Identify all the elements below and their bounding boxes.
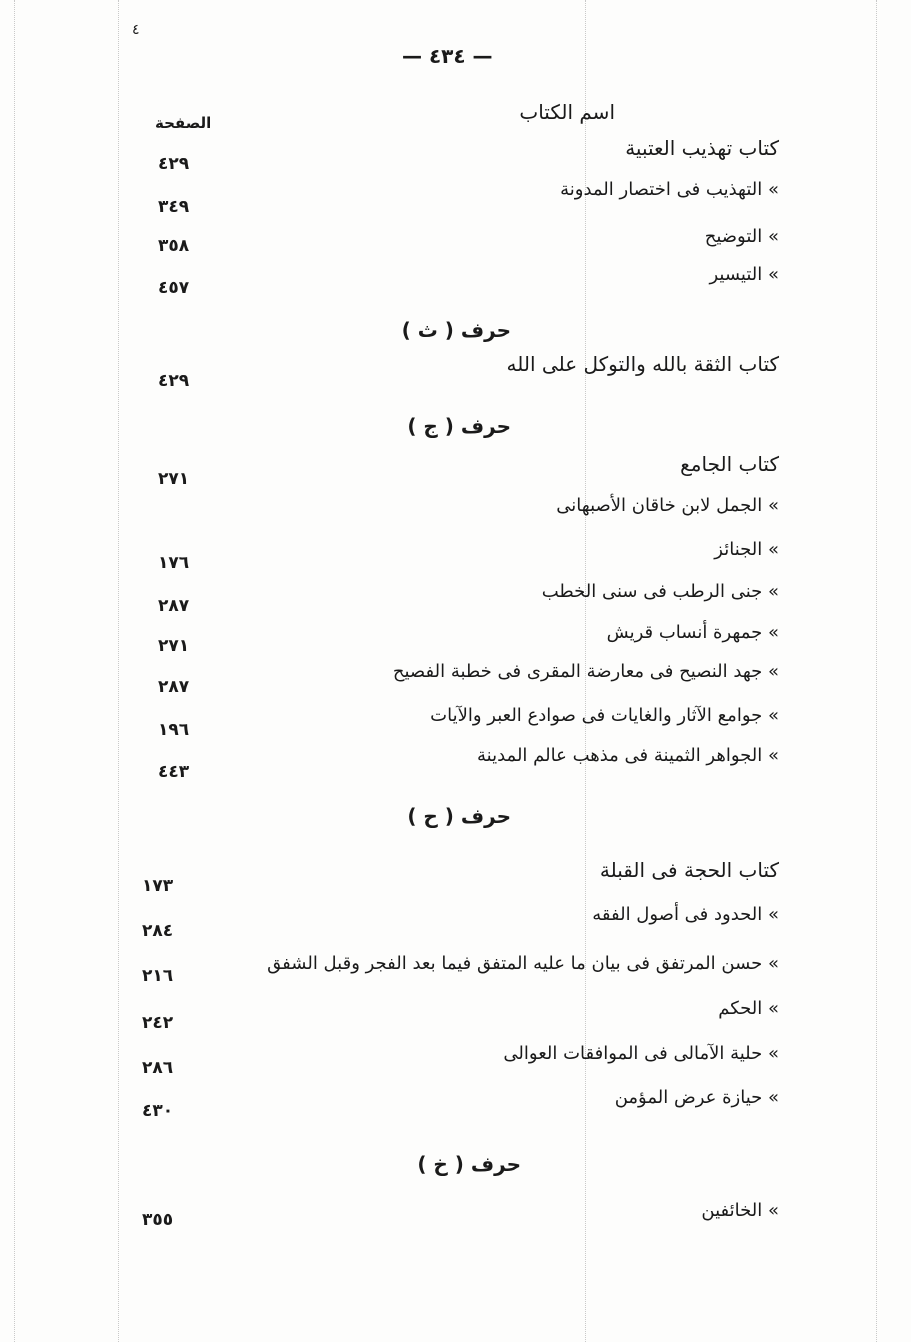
page-ref: ١٧٣ (142, 876, 174, 896)
page-ref: ٢٧١ (158, 636, 190, 656)
entry-title: » التيسير (709, 264, 779, 285)
section-heading-letter: حرف ( ح ) (407, 804, 511, 828)
scan-guide-line (876, 0, 877, 1342)
entry-title: » التهذيب فى اختصار المدونة (560, 179, 779, 200)
page-ref: ٣٥٥ (142, 1210, 174, 1230)
page-ref: ٤٣٠ (142, 1101, 174, 1121)
entry-title: » جوامع الآثار والغايات فى صوادع العبر والآيات (430, 705, 779, 726)
column-header-page: الصفحة (155, 114, 212, 132)
entry-title: » حلية الآمالى فى الموافقات العوالى (503, 1043, 779, 1064)
page-ref: ٤٢٩ (158, 371, 190, 391)
entry-title: كتاب الثقة بالله والتوكل على الله (506, 352, 779, 376)
entry-title: » الجمل لابن خاقان الأصبهانى (556, 495, 779, 516)
entry-title: كتاب الجامع (680, 452, 779, 476)
entry-title: » الحدود فى أصول الفقه (592, 904, 779, 925)
entry-title: » حيازة عرض المؤمن (614, 1087, 779, 1108)
margin-mark: ٤ (132, 22, 140, 38)
entry-title: » الخائفين (701, 1200, 779, 1221)
section-heading-letter: حرف ( خ ) (417, 1152, 521, 1176)
entry-title: » التوضيح (704, 226, 779, 247)
page-ref: ٢١٦ (142, 966, 174, 986)
page-ref: ٢٨٧ (158, 596, 190, 616)
scan-guide-line (14, 0, 15, 1342)
page-ref: ٤٤٣ (158, 762, 190, 782)
page-ref: ٢٨٦ (142, 1058, 174, 1078)
entry-title: كتاب الحجة فى القبلة (599, 858, 779, 882)
entry-title: » الجواهر الثمينة فى مذهب عالم المدينة (477, 745, 779, 766)
scan-guide-line (118, 0, 119, 1342)
page-ref: ٢٧١ (158, 469, 190, 489)
entry-title: » الجنائز (714, 539, 779, 560)
page-ref: ١٩٦ (158, 720, 190, 740)
page-ref: ٣٥٨ (158, 236, 190, 256)
entry-title: » الحكم (718, 998, 779, 1019)
entry-title: » حسن المرتفق فى بيان ما عليه المتفق فيما بعد الفجر وقبل الشفق (267, 953, 779, 974)
page-ref: ٤٥٧ (158, 278, 190, 298)
section-heading-letter: حرف ( ج ) (407, 414, 511, 438)
entry-title: » جهد النصيح فى معارضة المقرى فى خطبة الفصيح (392, 661, 779, 682)
column-header-title: اسم الكتاب (519, 100, 615, 124)
page-ref: ١٧٦ (158, 553, 190, 573)
page-ref: ٢٨٧ (158, 677, 190, 697)
entry-title: » جنى الرطب فى سنى الخطب (541, 581, 779, 602)
section-heading-letter: حرف ( ث ) (401, 318, 511, 342)
page-ref: ٣٤٩ (158, 197, 190, 217)
page-ref: ٤٢٩ (158, 154, 190, 174)
page-ref: ٢٨٤ (142, 921, 174, 941)
entry-title: » جمهرة أنساب قريش (606, 622, 779, 643)
entry-title: كتاب تهذيب العتبية (625, 136, 779, 160)
page-ref: ٢٤٢ (142, 1013, 174, 1033)
page-number: — ٤٣٤ — (402, 44, 493, 68)
